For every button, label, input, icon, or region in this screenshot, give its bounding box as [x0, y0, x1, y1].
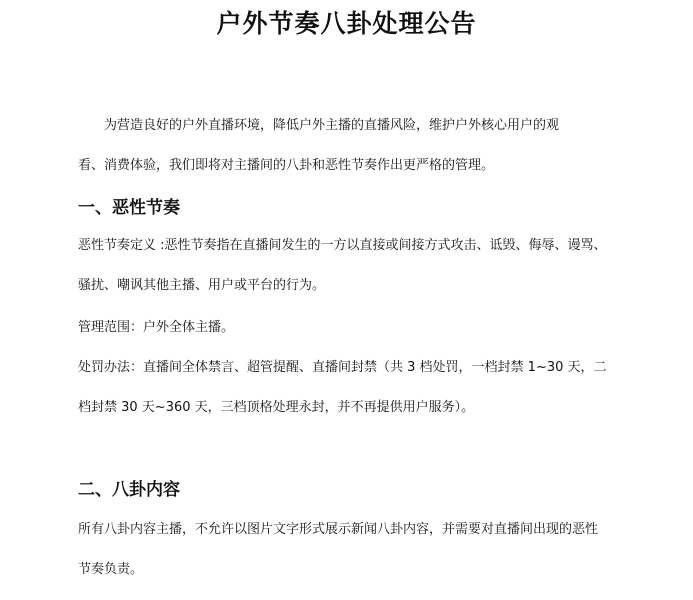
content-line-2: 节奏负责。: [78, 562, 144, 577]
intro-line-1: 为营造良好的户外直播环境，降低户外主播的直播风险，维护户外核心用户的观: [104, 118, 560, 133]
intro-line-2: 看、消费体验，我们即将对主播间的八卦和恶性节奏作出更严格的管理。: [78, 158, 495, 173]
document-title: 户外节奏八卦处理公告: [216, 9, 477, 38]
definition-line-1: 恶性节奏定义 :恶性节奏指在直播间发生的一方以直接或间接方式攻击、诋毁、侮辱、谩骂、: [78, 238, 607, 253]
content-paragraph: [78, 510, 618, 590]
scope-paragraph: [78, 308, 618, 348]
definition-line-2: 骚扰、嘲讽其他主播、用户或平台的行为。: [78, 278, 326, 293]
intro-paragraph: [78, 106, 618, 186]
section-1-heading: 一、恶性节奏: [78, 198, 180, 218]
penalty-line-1: 处罚办法：直播间全体禁言、超管提醒、直播间封禁（共 3 档处罚，一档封禁 1~30 天，二: [78, 360, 607, 375]
section-2-heading: 二、八卦内容: [78, 480, 180, 500]
definition-paragraph: [78, 226, 618, 306]
scope-line: 管理范围：户外全体主播。: [78, 320, 235, 335]
content-line-1: 所有八卦内容主播，不允许以图片文字形式展示新闻八卦内容，并需要对直播间出现的恶性: [78, 522, 599, 537]
penalty-line-2: 档封禁 30 天~360 天，三档顶格处理永封，并不再提供用户服务）。: [78, 400, 475, 415]
penalty-paragraph: [78, 348, 618, 428]
